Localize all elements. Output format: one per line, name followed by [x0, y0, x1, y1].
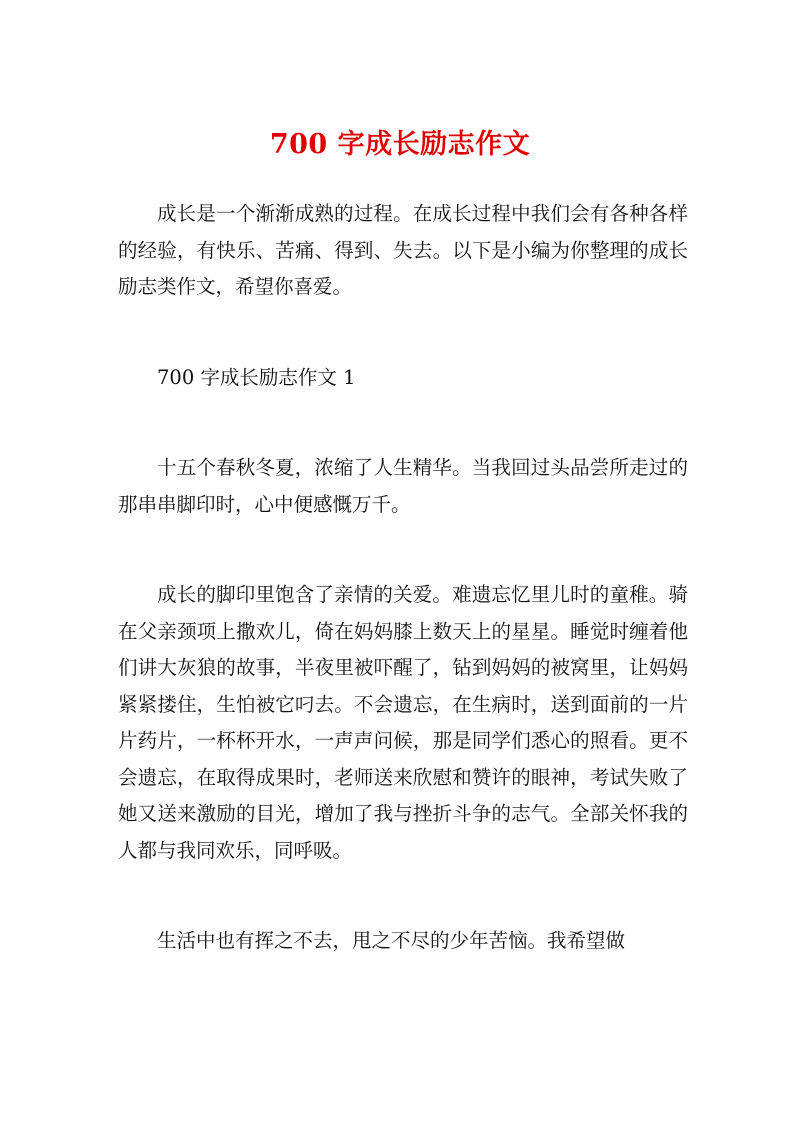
- paragraph-1: 十五个春秋冬夏，浓缩了人生精华。当我回过头品尝所走过的那串串脚印时，心中便感慨万千。: [118, 456, 688, 516]
- paragraph-3: 生活中也有挥之不去，甩之不尽的少年苦恼。我希望做: [157, 929, 626, 952]
- section-heading: 700 字成长励志作文 1: [157, 365, 356, 389]
- document-title: 700 字成长励志作文: [269, 129, 531, 160]
- paragraph-2: 成长的脚印里饱含了亲情的关爱。难遗忘忆里儿时的童稚。骑在父亲颈项上撒欢儿，倚在妈妈膝上数天上的星星。睡觉时缠着他们讲大灰狼的故事，半夜里被吓醒了，钻到妈妈的被窝里，让妈妈紧紧搂住，生怕被它叼去。不会遗忘，在生病时，送到面前的一片片药片，一杯杯开水，一声声问候，那是同学们悉心的照看。更不会遗忘，在取得成果时，老师送来欣慰和赞许的眼神，考试失败了她又送来激励的目光，增加了我与挫折斗争的志气。全部关怀我的人都与我同欢乐，同呼吸。: [118, 583, 688, 862]
- document-body: [118, 196, 688, 1014]
- intro-paragraph: 成长是一个渐渐成熟的过程。在成长过程中我们会有各种各样的经验，有快乐、苦痛、得到、失去。以下是小编为你整理的成长励志类作文，希望你喜爱。: [118, 202, 688, 298]
